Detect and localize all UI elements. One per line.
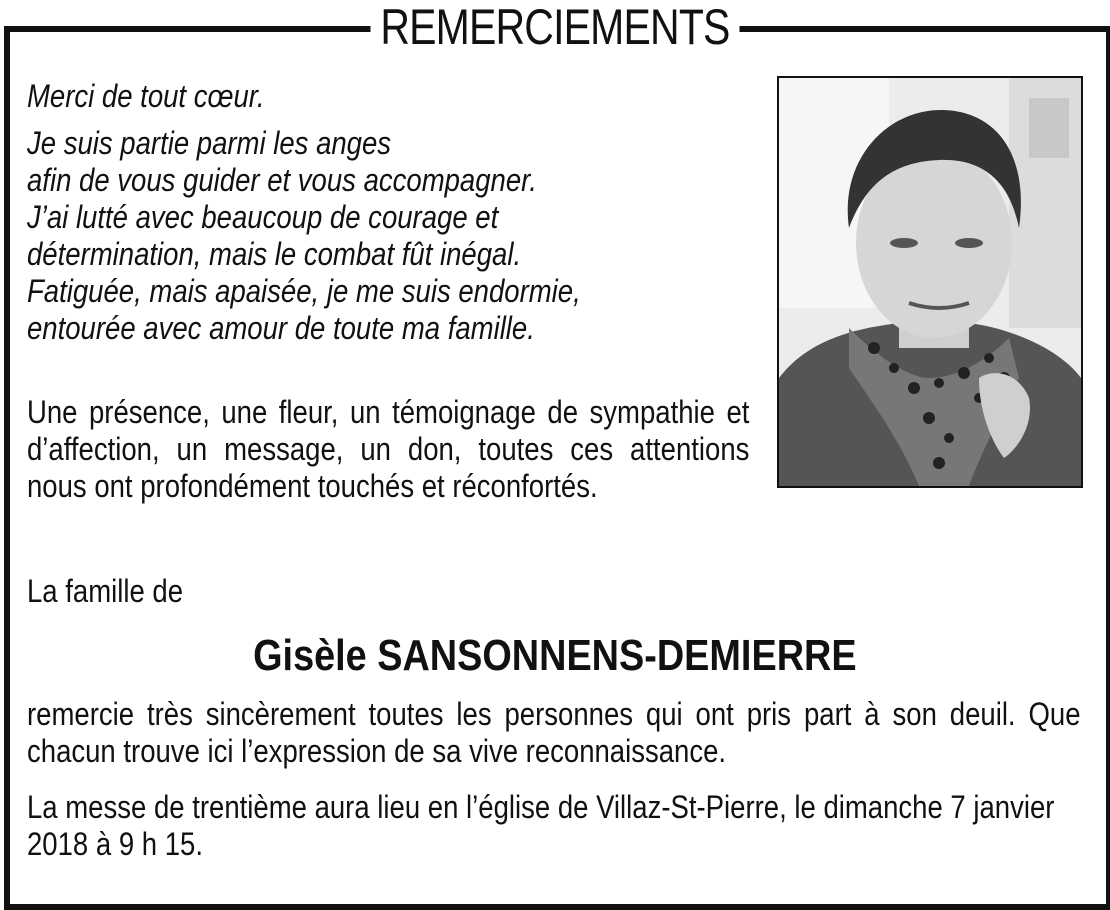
portrait-photo	[777, 76, 1083, 488]
poem-line: Fatiguée, mais apaisée, je me suis endormie,	[27, 273, 581, 309]
title-bar	[0, 0, 1110, 56]
poem-line: entourée avec amour de toute ma famille.	[27, 310, 535, 346]
thanks-paragraph: remercie très sincèrement toutes les personnes qui ont pris part à son deuil. Que chacun trouve ici l’expression de sa vive reconnaissance.	[27, 696, 1081, 769]
poem-line: Je suis partie parmi les anges	[27, 125, 392, 161]
poem-line: afin de vous guider et vous accompagner.	[27, 162, 537, 198]
poem-line: détermination, mais le combat fût inégal.	[27, 236, 522, 272]
poem-opening-line: Merci de tout cœur.	[27, 78, 265, 114]
notice-title: REMERCIEMENTS	[371, 0, 740, 54]
deceased-name	[0, 628, 1110, 684]
poem	[27, 78, 749, 347]
portrait-image	[779, 78, 1081, 486]
deceased-name-text: Gisèle SANSONNENS-DEMIERRE	[253, 631, 857, 680]
sympathy-paragraph: Une présence, une fleur, un témoignage de sympathie et d’affection, un message, un don, toutes ces attentions nous ont profondément touchés et réconfortés.	[27, 394, 750, 504]
poem-line: J’ai lutté avec beaucoup de courage et	[27, 199, 499, 235]
family-intro: La famille de	[27, 573, 184, 609]
mass-announcement: La messe de trentième aura lieu en l’église de Villaz-St-Pierre, le dimanche 7 janvier 2018 à 9 h 15.	[27, 789, 1055, 862]
